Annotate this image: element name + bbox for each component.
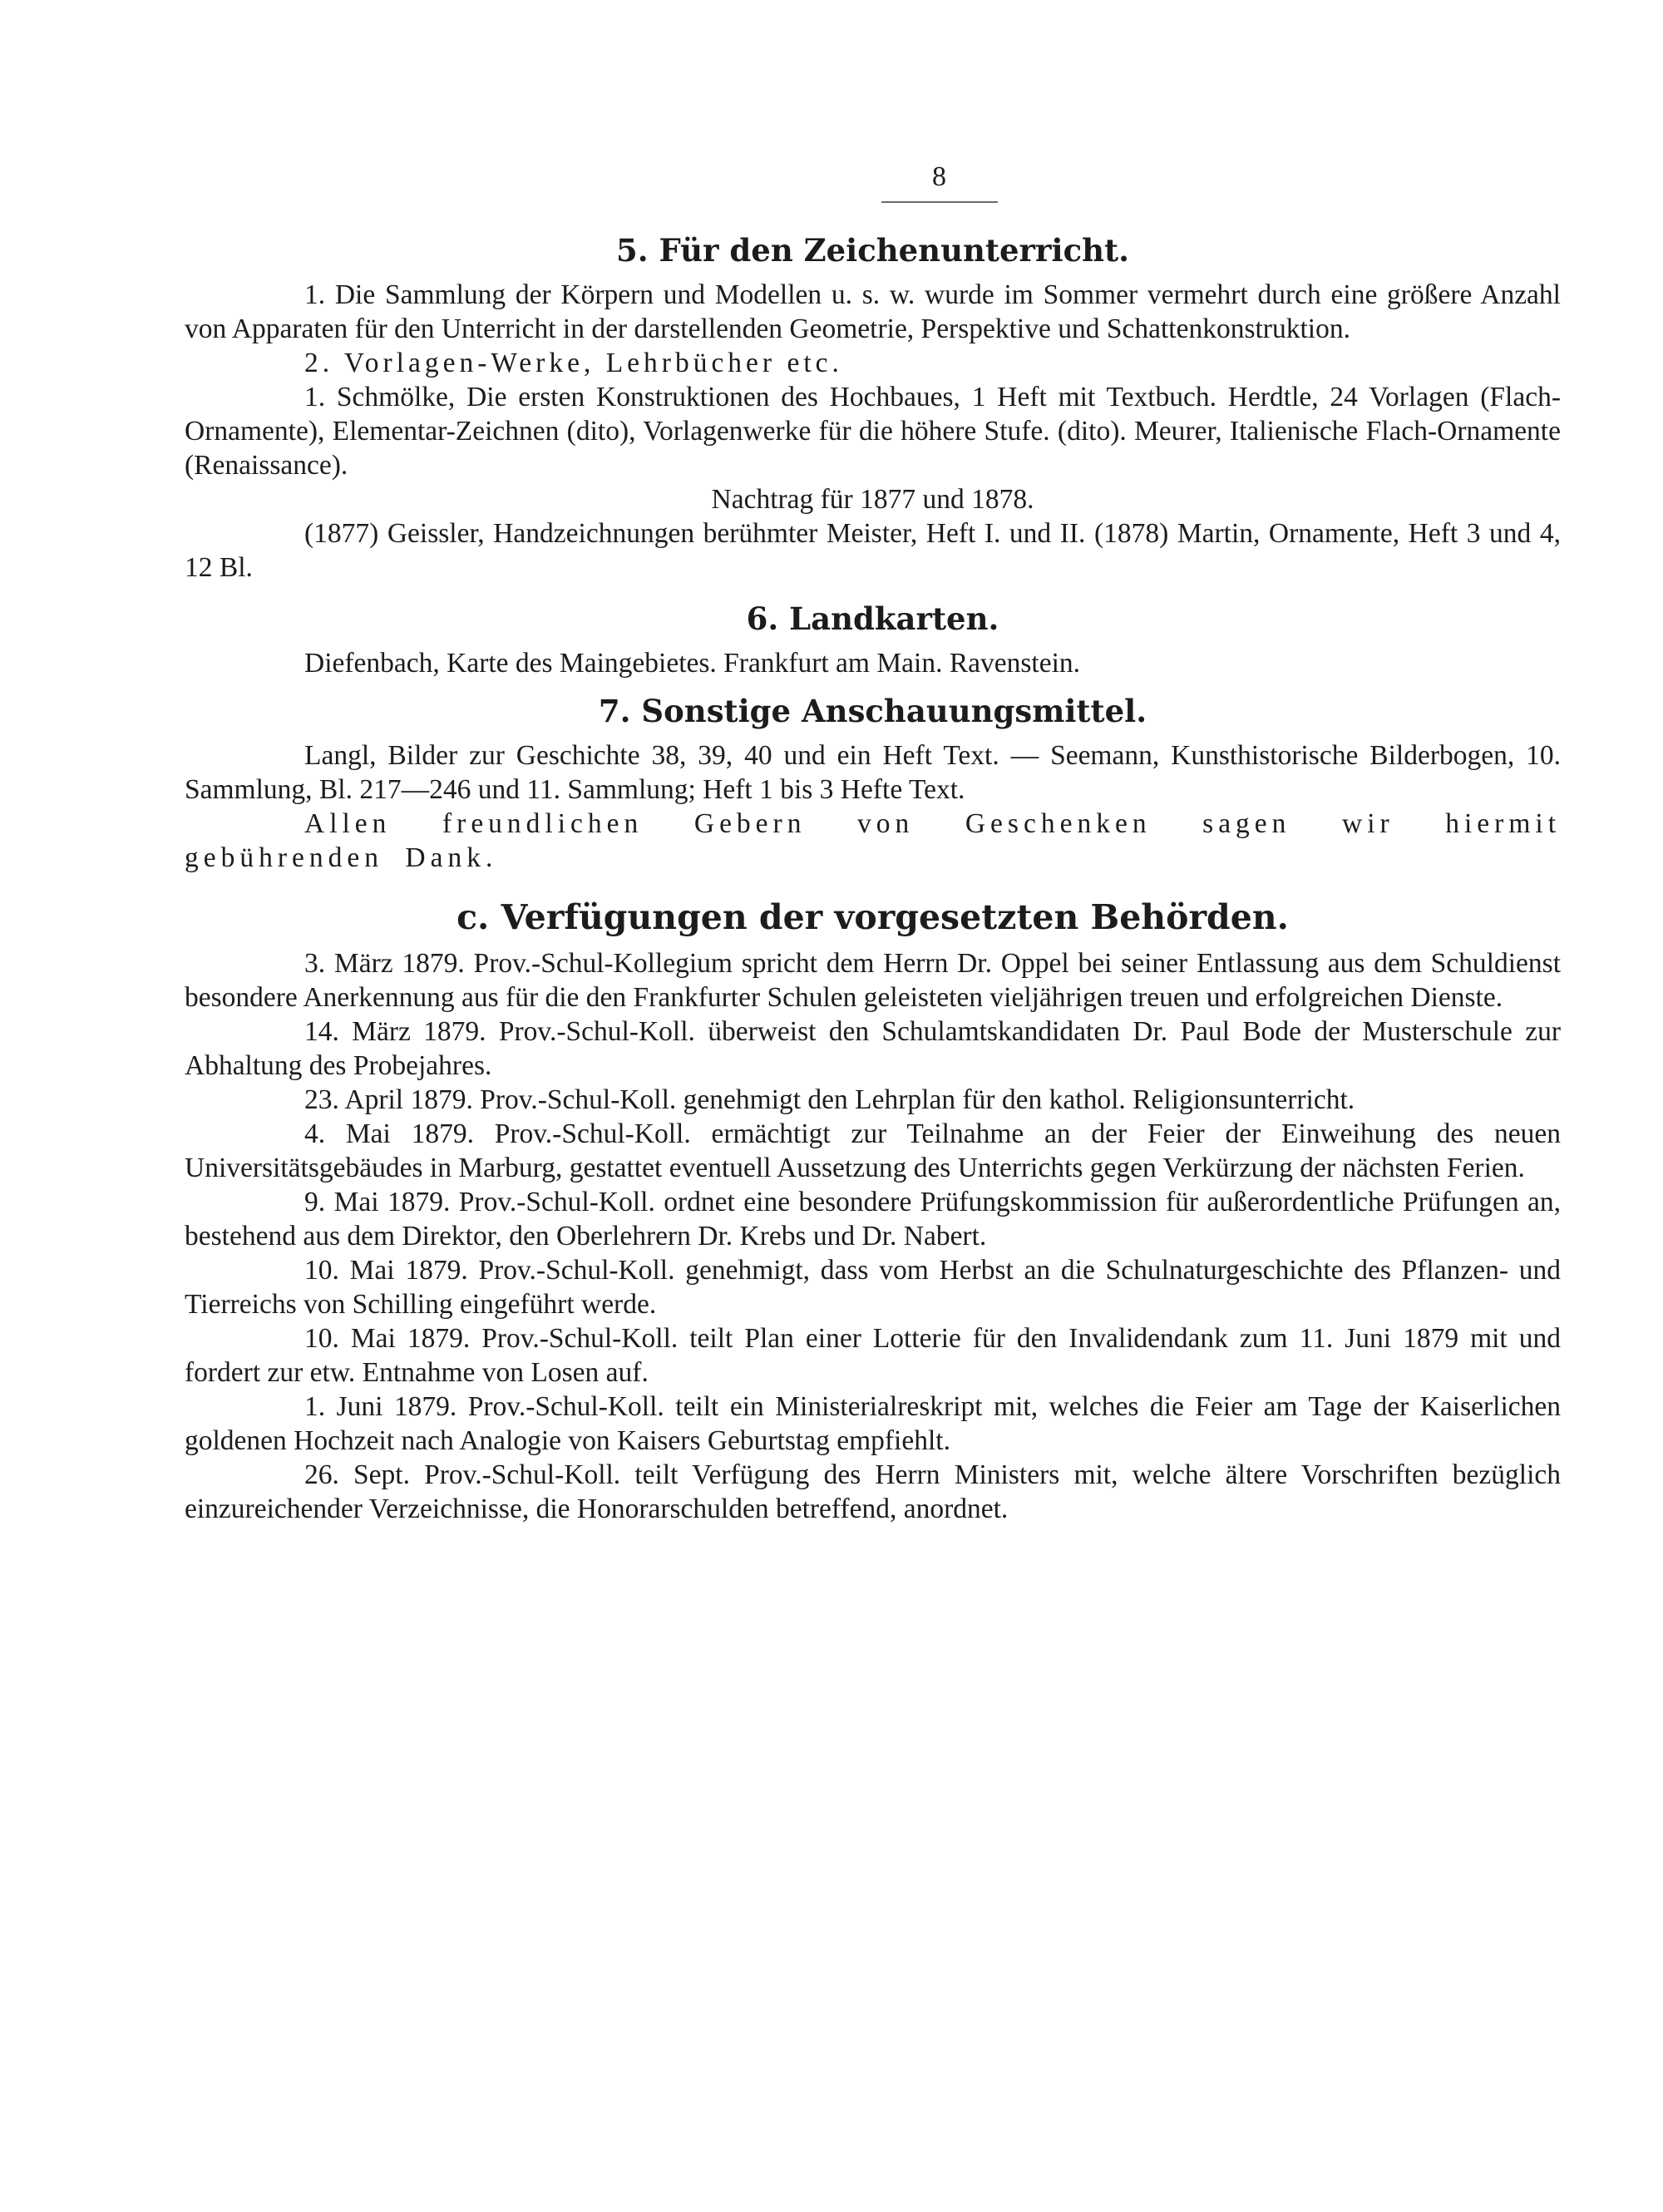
entry-sept-26: 26. Sept. Prov.-Schul-Koll. teilt Verfügung des Herrn Ministers mit, welche ältere Vorschriften bezüglich einzureichender Verzeichnisse, die Honorarschulden betreffend, anordnet. (185, 1459, 1561, 1524)
paragraph-nachtrag: Nachtrag für 1877 und 1878. (711, 484, 1034, 515)
paragraph-sammlung: 1. Die Sammlung der Körpern und Modellen u. s. w. wurde im Sommer vermehrt durch eine größere Anzahl von Apparaten für den Unterricht in der darstellenden Geometrie, Perspektive und Schattenkonstruktion. (185, 279, 1561, 344)
heading-landkarten: 6. Landkarten. (746, 600, 999, 637)
paragraph-diefenbach: Diefenbach, Karte des Maingebietes. Frankfurt am Main. Ravenstein. (304, 648, 1081, 679)
paragraph-schmoelke: 1. Schmölke, Die ersten Konstruktionen des Hochbaues, 1 Heft mit Textbuch. Herdtle, 24 Vorlagen (Flach-Ornamente), Elementar-Zeichnen (dito), Vorlagenwerke für die höhere Stufe. (dito). Meurer, Italienische Flach-Ornamente (Renaissance). (185, 382, 1561, 481)
heading-anschauungsmittel: 7. Sonstige Anschauungsmittel. (598, 693, 1147, 729)
entry-mai-4: 4. Mai 1879. Prov.-Schul-Koll. ermächtigt zur Teilnahme an der Feier der Einweihung des neuen Universitätsgebäudes in Marburg, gestattet eventuell Aussetzung des Unterrichts gegen Verkürzung der nächsten Ferien. (185, 1118, 1561, 1183)
heading-zeichenunterricht: 5. Für den Zeichenunterricht. (616, 232, 1129, 269)
entry-april-23: 23. April 1879. Prov.-Schul-Koll. genehmigt den Lehrplan für den kathol. Religionsunterricht. (304, 1084, 1355, 1115)
entry-juni-1: 1. Juni 1879. Prov.-Schul-Koll. teilt ein Ministerialreskript mit, welches die Feier am Tage der Kaiserlichen goldenen Hochzeit nach Analogie von Kaisers Geburtstag empfiehlt. (185, 1391, 1561, 1456)
entry-mai-9: 9. Mai 1879. Prov.-Schul-Koll. ordnet eine besondere Prüfungskommission für außerordentliche Prüfungen an, bestehend aus dem Direktor, den Oberlehrern Dr. Krebs und Dr. Nabert. (185, 1187, 1561, 1252)
document-page (185, 158, 1561, 1526)
paragraph-dank: Allen freundlichen Gebern von Geschenken sagen wir hiermit gebührenden Dank. (185, 808, 1561, 873)
heading-verfuegungen: c. Verfügungen der vorgesetzten Behörden. (456, 897, 1289, 937)
paragraph-langl: Langl, Bilder zur Geschichte 38, 39, 40 und ein Heft Text. — Seemann, Kunsthistorische Bilderbogen, 10. Sammlung, Bl. 217—246 und 11. Sammlung; Heft 1 bis 3 Hefte Text. (185, 740, 1561, 805)
entry-mai-10b: 10. Mai 1879. Prov.-Schul-Koll. teilt Plan einer Lotterie für den Invalidendank zum 11. Juni 1879 mit und fordert zur etw. Entnahme von Losen auf. (185, 1323, 1561, 1388)
entry-maerz-3: 3. März 1879. Prov.-Schul-Kollegium spricht dem Herrn Dr. Oppel bei seiner Entlassung aus dem Schuldienst besondere Anerkennung aus für die den Frankfurter Schulen geleisteten vieljährigen treuen und erfolgreichen Dienste. (185, 948, 1561, 1013)
page-number-rule (881, 201, 998, 203)
paragraph-geissler: (1877) Geissler, Handzeichnungen berühmter Meister, Heft I. und II. (1878) Martin, Ornamente, Heft 3 und 4, 12 Bl. (185, 518, 1561, 583)
entry-maerz-14: 14. März 1879. Prov.-Schul-Koll. überweist den Schulamtskandidaten Dr. Paul Bode der Musterschule zur Abhaltung des Probejahres. (185, 1016, 1561, 1081)
entry-mai-10a: 10. Mai 1879. Prov.-Schul-Koll. genehmigt, dass vom Herbst an die Schulnaturgeschichte des Pflanzen- und Tierreichs von Schilling eingeführt werde. (185, 1255, 1561, 1320)
page-number: 8 (932, 161, 946, 192)
paragraph-vorlagen-werke: 2. Vorlagen-Werke, Lehrbücher etc. (304, 348, 843, 378)
